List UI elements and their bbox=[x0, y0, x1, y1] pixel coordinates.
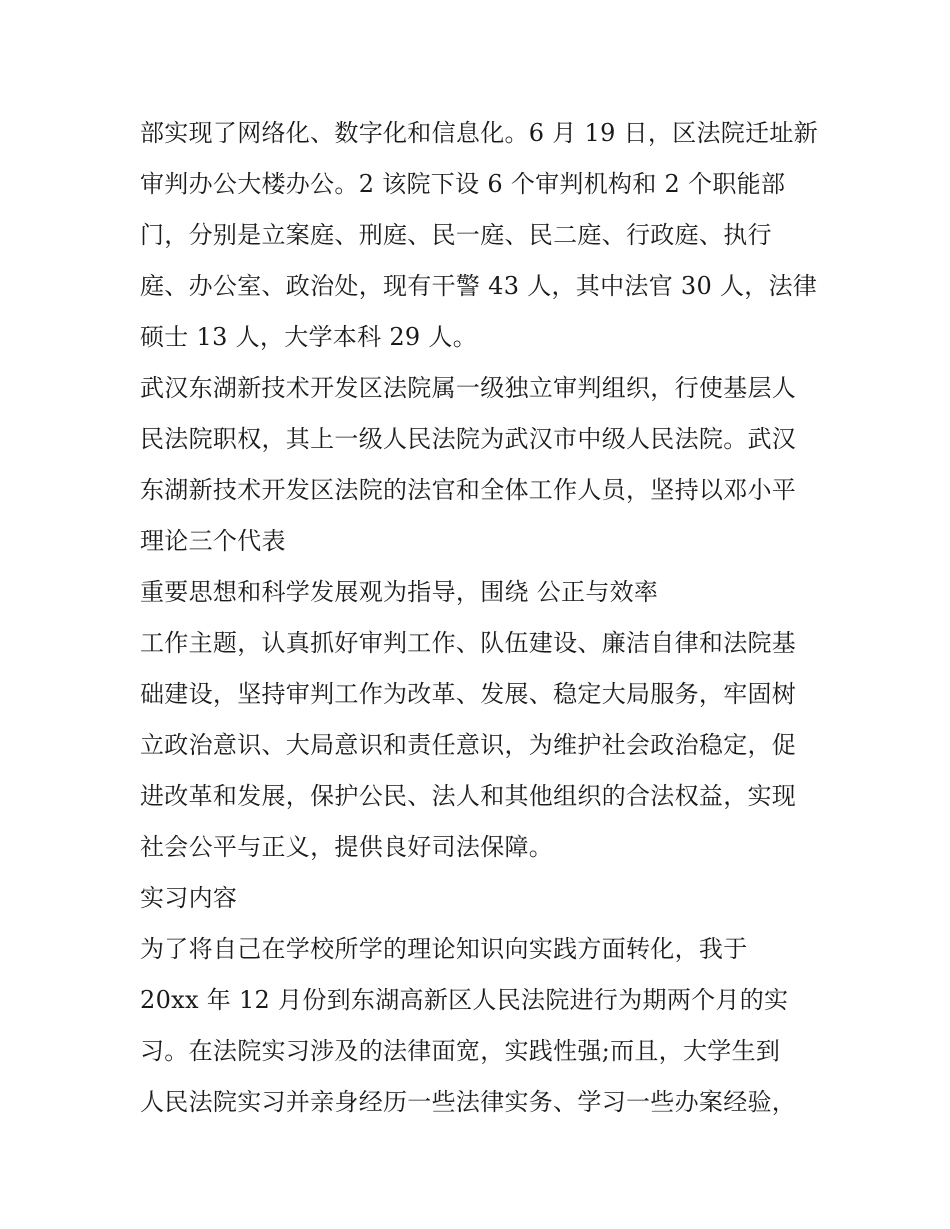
text-line: 民法院职权，其上一级人民法院为武汉市中级人民法院。武汉 bbox=[140, 425, 797, 453]
text-line: 门，分别是立案庭、刑庭、民一庭、民二庭、行政庭、执行 bbox=[140, 221, 772, 249]
text-line: 社会公平与正义，提供良好司法保障。 bbox=[140, 833, 554, 861]
section-heading: 实习内容 bbox=[140, 884, 238, 912]
text-line: 进改革和发展，保护公民、法人和其他组织的合法权益，实现 bbox=[140, 782, 797, 810]
text-line: 硕士 13 人，大学本科 29 人。 bbox=[140, 323, 477, 351]
text-line: 审判办公大楼办公。2 该院下设 6 个审判机构和 2 个职能部 bbox=[140, 170, 786, 198]
text-line: 人民法院实习并亲身经历一些法律实务、学习一些办案经验， bbox=[140, 1088, 797, 1116]
text-line: 东湖新技术开发区法院的法官和全体工作人员，坚持以邓小平 bbox=[140, 476, 797, 504]
text-line: 为了将自己在学校所学的理论知识向实践方面转化，我于 bbox=[140, 935, 748, 963]
text-line: 部实现了网络化、数字化和信息化。6 月 19 日，区法院迁址新 bbox=[140, 119, 818, 147]
text-line: 立政治意识、大局意识和责任意识，为维护社会政治稳定，促 bbox=[140, 731, 797, 759]
text-line: 础建设，坚持审判工作为改革、发展、稳定大局服务，牢固树 bbox=[140, 680, 797, 708]
text-line: 工作主题，认真抓好审判工作、队伍建设、廉洁自律和法院基 bbox=[140, 629, 797, 657]
text-line: 习。在法院实习涉及的法律面宽，实践性强;而且，大学生到 bbox=[140, 1037, 781, 1065]
text-line: 重要思想和科学发展观为指导，围绕 公正与效率 bbox=[140, 578, 659, 606]
text-line: 理论三个代表 bbox=[140, 527, 286, 555]
text-line: 武汉东湖新技术开发区法院属一级独立审判组织，行使基层人 bbox=[140, 374, 797, 402]
text-line: 庭、办公室、政治处，现有干警 43 人，其中法官 30 人，法律 bbox=[140, 272, 818, 300]
document-body bbox=[140, 108, 830, 1128]
text-line: 20xx 年 12 月份到东湖高新区人民法院进行为期两个月的实 bbox=[140, 986, 789, 1014]
